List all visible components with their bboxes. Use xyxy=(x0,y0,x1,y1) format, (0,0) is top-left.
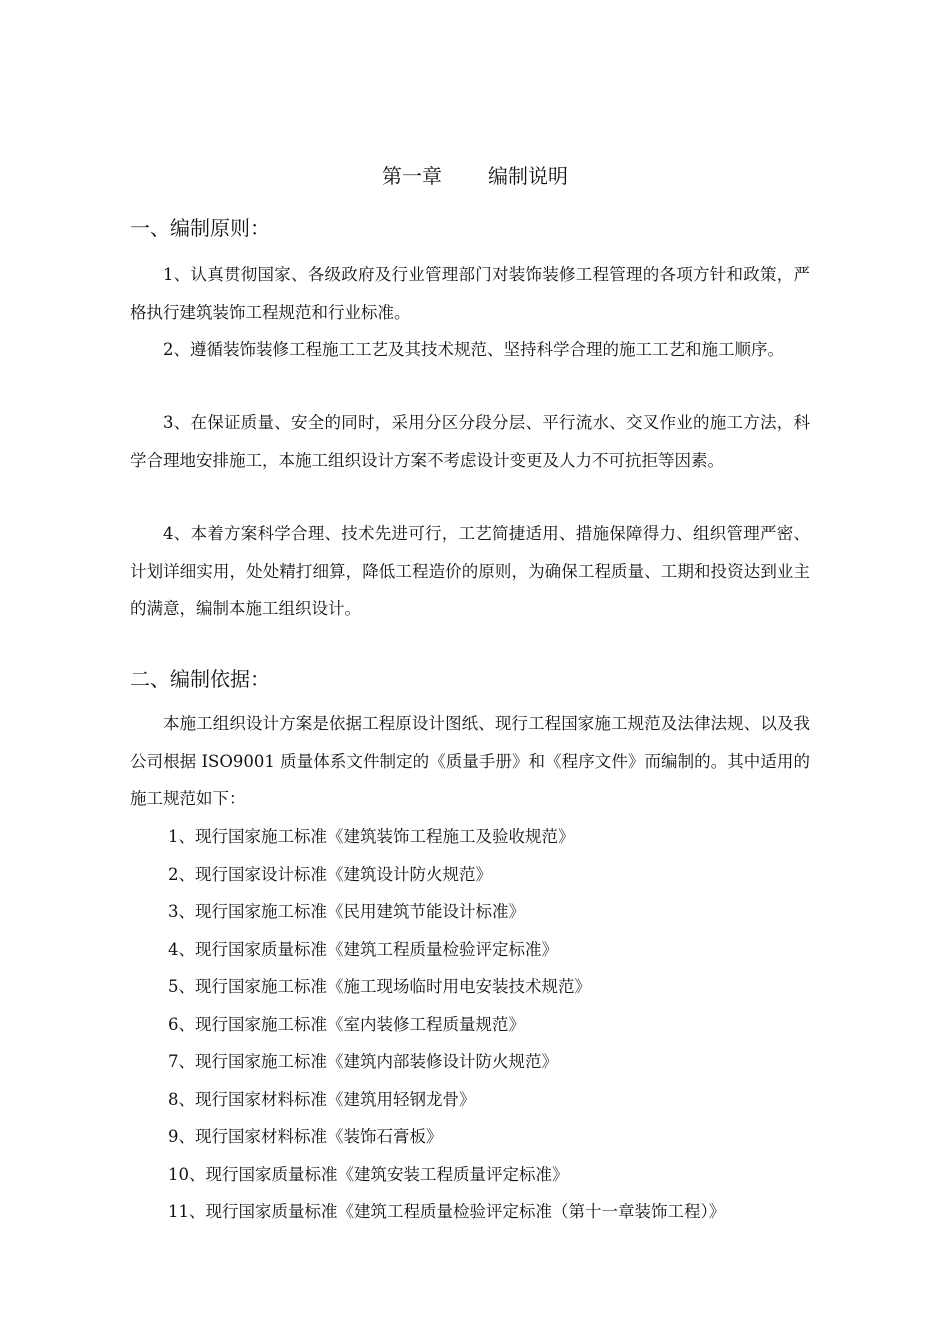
list-item: 9、现行国家材料标准《装饰石膏板》 xyxy=(168,1127,443,1146)
list-item: 1、现行国家施工标准《建筑装饰工程施工及验收规范》 xyxy=(168,827,575,846)
section-heading-principles: 一、编制原则： xyxy=(130,216,270,240)
principle-paragraph: 2、遵循装饰装修工程施工工艺及其技术规范、坚持科学合理的施工工艺和施工顺序。 xyxy=(163,340,784,359)
list-item: 8、现行国家材料标准《建筑用轻钢龙骨》 xyxy=(168,1089,476,1109)
list-item: 5、现行国家施工标准《施工现场临时用电安装技术规范》 xyxy=(168,977,591,996)
list-item: 3、现行国家施工标准《民用建筑节能设计标准》 xyxy=(168,902,525,921)
list-item: 4、现行国家质量标准《建筑工程质量检验评定标准》 xyxy=(168,939,558,959)
standards-list xyxy=(168,818,818,1231)
list-item: 2、现行国家设计标准《建筑设计防火规范》 xyxy=(168,864,492,884)
list-item: 6、现行国家施工标准《室内装修工程质量规范》 xyxy=(168,1014,525,1034)
principle-paragraph: 1、认真贯彻国家、各级政府及行业管理部门对装饰装修工程管理的各项方针和政策，严格执行建筑装饰工程规范和行业标准。 xyxy=(130,265,810,322)
chapter-number: 第一章 xyxy=(382,164,442,188)
list-item: 10、现行国家质量标准《建筑安装工程质量评定标准》 xyxy=(168,1164,569,1184)
chapter-name: 编制说明 xyxy=(488,164,568,188)
section-heading-basis: 二、编制依据： xyxy=(130,667,270,691)
principle-paragraph: 3、在保证质量、安全的同时，采用分区分段分层、平行流水、交叉作业的施工方法，科学合理地安排施工，本施工组织设计方案不考虑设计变更及人力不可抗拒等因素。 xyxy=(130,413,810,470)
basis-intro-paragraph: 本施工组织设计方案是依据工程原设计图纸、现行工程国家施工规范及法律法规、以及我公司根据 ISO9001 质量体系文件制定的《质量手册》和《程序文件》而编制的。其中适用的施工规范如下： xyxy=(130,714,810,808)
list-item: 11、现行国家质量标准《建筑工程质量检验评定标准（第十一章装饰工程）》 xyxy=(168,1202,726,1221)
principle-paragraph: 4、本着方案科学合理、技术先进可行，工艺简捷适用、措施保障得力、组织管理严密、计划详细实用，处处精打细算，降低工程造价的原则，为确保工程质量、工期和投资达到业主的满意，编制本施工组织设计。 xyxy=(130,524,810,618)
chapter-title xyxy=(0,160,950,192)
list-item: 7、现行国家施工标准《建筑内部装修设计防火规范》 xyxy=(168,1052,558,1071)
